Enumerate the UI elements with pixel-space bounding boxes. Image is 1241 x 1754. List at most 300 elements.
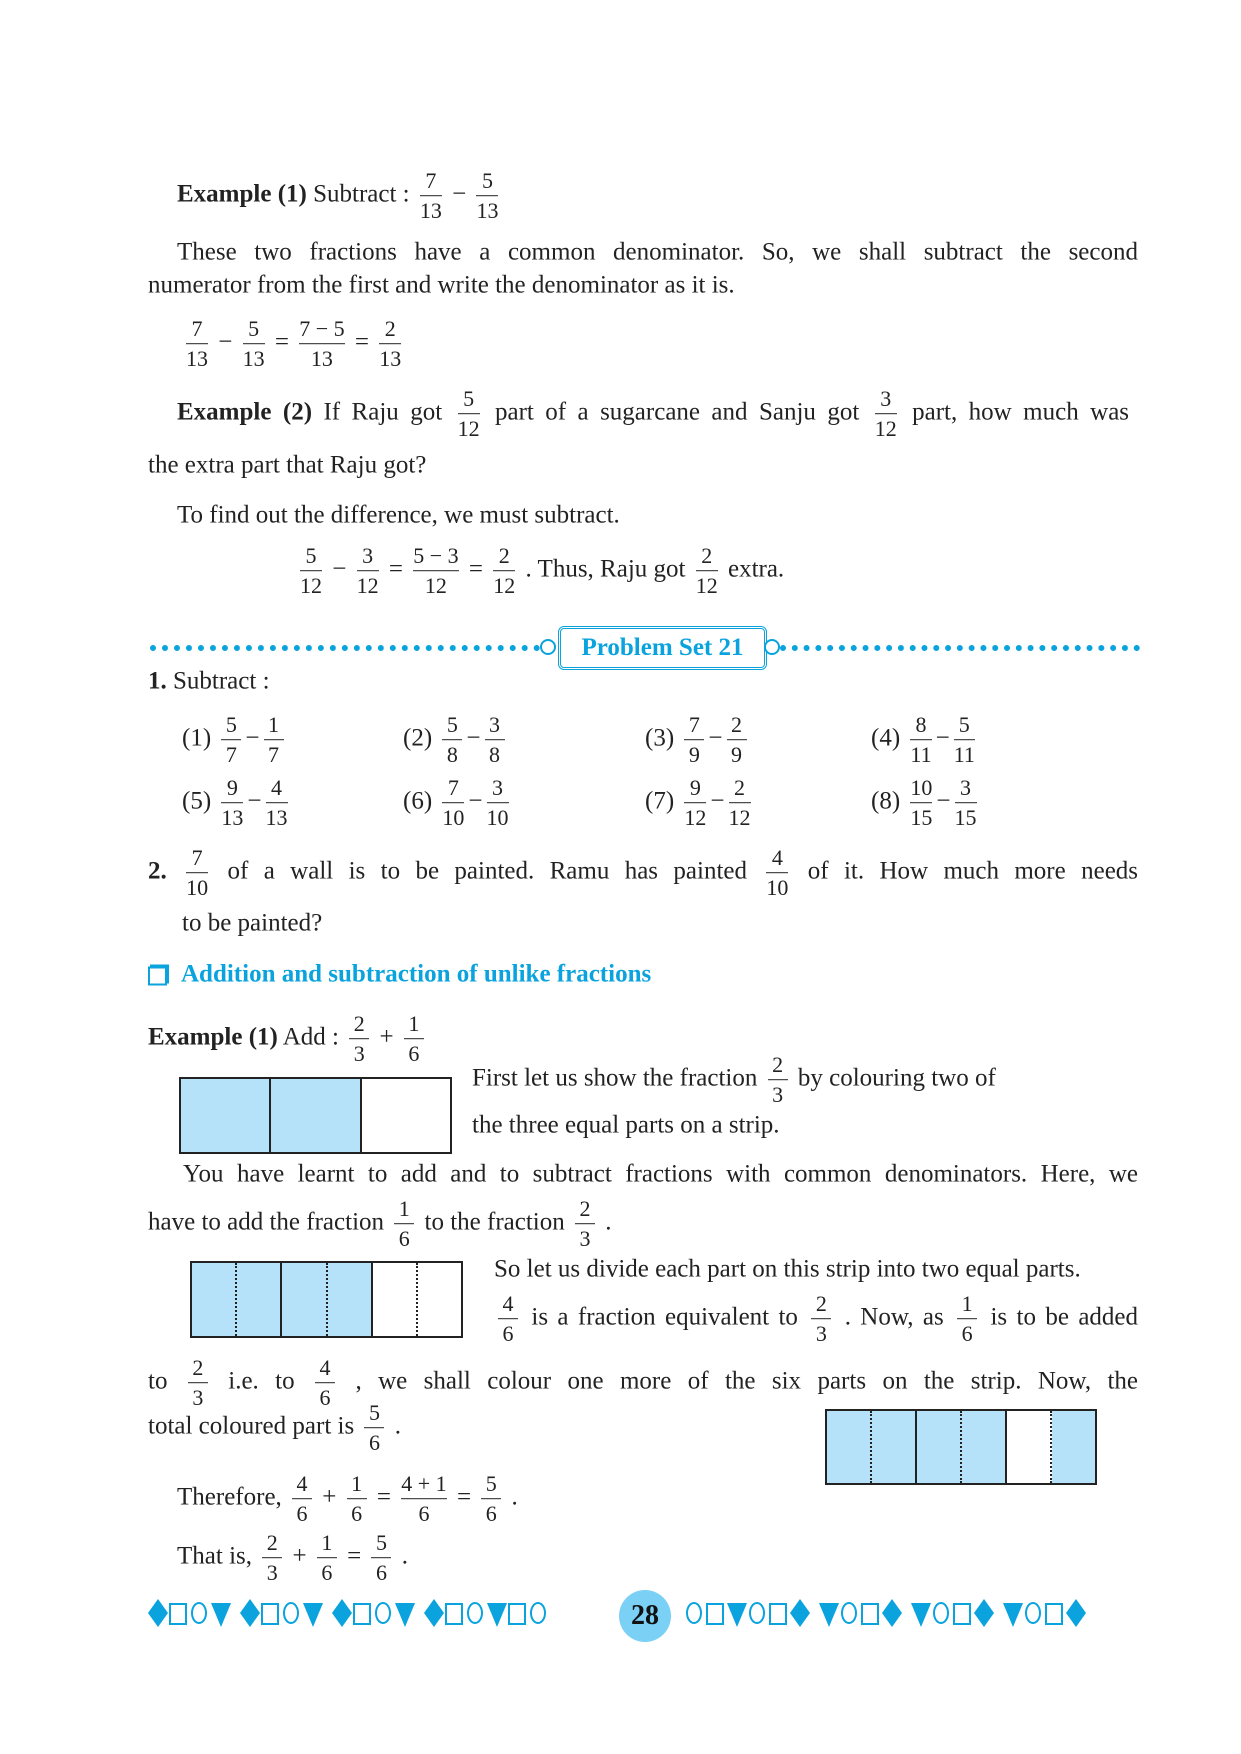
exercise-item bbox=[871, 712, 979, 768]
text: − bbox=[218, 328, 239, 356]
fraction bbox=[955, 775, 977, 831]
strip-half bbox=[827, 1411, 872, 1483]
bold-label: 2. bbox=[148, 857, 167, 885]
numerator: 5 bbox=[225, 712, 237, 738]
numerator: 5 bbox=[375, 1530, 387, 1556]
numerator: 1 bbox=[408, 1011, 420, 1037]
strip-part bbox=[373, 1263, 461, 1336]
fraction-bar bbox=[379, 344, 401, 345]
text: Therefore, bbox=[177, 1483, 289, 1511]
strip-part bbox=[827, 1411, 917, 1483]
problem-set-title: Problem Set 21 bbox=[558, 626, 767, 670]
fraction-bar bbox=[300, 571, 322, 572]
denominator: 13 bbox=[265, 805, 288, 831]
text: . Thus, Raju got bbox=[525, 555, 692, 583]
fraction bbox=[458, 386, 480, 442]
fraction-bar bbox=[954, 740, 975, 741]
exercise-label: (8) bbox=[871, 787, 907, 815]
numerator: 3 bbox=[362, 543, 374, 569]
text: is to be added bbox=[990, 1303, 1139, 1331]
fraction bbox=[317, 1530, 337, 1586]
minus-sign: − bbox=[468, 787, 483, 815]
denominator: 12 bbox=[695, 573, 718, 599]
fraction-bar bbox=[243, 344, 265, 345]
text: the extra part that Raju got? bbox=[148, 451, 427, 479]
bold-label: Example (1) bbox=[148, 1023, 278, 1051]
numerator: 5 bbox=[463, 386, 475, 412]
fraction-bar bbox=[684, 803, 706, 804]
numerator: 3 bbox=[489, 712, 501, 738]
strip-part bbox=[181, 1079, 271, 1152]
paragraph-line bbox=[148, 1196, 612, 1252]
numerator: 5 bbox=[368, 1400, 380, 1426]
square-icon bbox=[354, 1604, 370, 1624]
numerator: 7 bbox=[425, 168, 437, 194]
exercise-label: (7) bbox=[645, 787, 681, 815]
text: = bbox=[354, 328, 376, 356]
ring-ornament bbox=[764, 639, 780, 655]
text: . bbox=[401, 1542, 408, 1570]
square-icon bbox=[770, 1604, 786, 1624]
text: − bbox=[332, 555, 353, 583]
footer-pattern-left bbox=[148, 1598, 608, 1628]
fraction bbox=[442, 712, 462, 768]
bold-label: Example (2) bbox=[177, 398, 313, 426]
paragraph-line bbox=[494, 1257, 1081, 1282]
fraction bbox=[394, 1196, 414, 1252]
denominator: 13 bbox=[186, 346, 208, 372]
fraction bbox=[243, 316, 265, 372]
denominator: 11 bbox=[953, 742, 975, 768]
fraction bbox=[221, 712, 241, 768]
denominator: 12 bbox=[493, 573, 516, 599]
paragraph-line bbox=[183, 1162, 1138, 1187]
fraction bbox=[487, 775, 509, 831]
fraction bbox=[266, 775, 288, 831]
strip-half bbox=[872, 1411, 915, 1483]
text: = bbox=[468, 555, 490, 583]
numerator: 2 bbox=[498, 543, 510, 569]
example-1-add bbox=[148, 1011, 428, 1067]
denominator: 11 bbox=[910, 742, 932, 768]
equation bbox=[182, 316, 405, 372]
text: to bbox=[148, 1367, 184, 1395]
fraction-bar bbox=[727, 740, 747, 741]
circle-icon bbox=[192, 1603, 206, 1623]
denominator: 6 bbox=[418, 1501, 430, 1527]
fraction-bar bbox=[299, 344, 344, 345]
fraction bbox=[811, 1291, 831, 1347]
fraction-bar bbox=[481, 1499, 501, 1500]
text: You have learnt to add and to subtract fractions with common denominators. Here, we bbox=[183, 1160, 1138, 1188]
checkbox-square-icon bbox=[148, 966, 167, 985]
text: of it. How much more needs bbox=[807, 857, 1139, 885]
strip-part bbox=[1007, 1411, 1095, 1483]
numerator: 7 bbox=[191, 316, 203, 342]
triangle-icon bbox=[395, 1603, 415, 1627]
numerator: 9 bbox=[226, 775, 238, 801]
fraction-bar bbox=[696, 571, 718, 572]
circle-icon bbox=[1026, 1603, 1040, 1623]
exercise-item bbox=[645, 712, 751, 768]
fraction-bar bbox=[264, 740, 284, 741]
fraction-bar bbox=[957, 1319, 977, 1320]
paragraph-line bbox=[182, 911, 322, 936]
exercise-label: (6) bbox=[403, 787, 439, 815]
triangle-icon bbox=[303, 1603, 323, 1627]
denominator: 6 bbox=[296, 1501, 308, 1527]
strip-half bbox=[1052, 1411, 1095, 1483]
fraction-bar bbox=[498, 1319, 518, 1320]
fraction bbox=[420, 168, 442, 224]
fraction-bar bbox=[394, 1224, 414, 1225]
fraction-bar bbox=[371, 1558, 391, 1559]
text: numerator from the first and write the denominator as it is. bbox=[148, 271, 735, 299]
fraction-bar bbox=[221, 740, 241, 741]
denominator: 10 bbox=[486, 805, 509, 831]
fraction bbox=[401, 1471, 446, 1527]
diamond-icon bbox=[1066, 1599, 1086, 1627]
fraction-bar bbox=[575, 1224, 595, 1225]
text: to the fraction bbox=[424, 1208, 571, 1236]
fraction bbox=[371, 1530, 391, 1586]
fraction bbox=[696, 543, 718, 599]
minus-sign: − bbox=[247, 787, 262, 815]
denominator: 13 bbox=[419, 198, 442, 224]
square-icon bbox=[862, 1604, 878, 1624]
fraction-bar bbox=[442, 740, 462, 741]
minus-sign: − bbox=[245, 724, 260, 752]
fraction-bar bbox=[811, 1319, 831, 1320]
exercise-item bbox=[871, 775, 981, 831]
fraction-bar bbox=[910, 740, 931, 741]
fraction bbox=[684, 712, 704, 768]
text: i.e. to bbox=[228, 1367, 312, 1395]
fraction bbox=[727, 712, 747, 768]
fraction bbox=[186, 845, 208, 901]
numerator: 5 bbox=[481, 168, 493, 194]
text: − bbox=[452, 180, 473, 208]
numerator: 2 bbox=[353, 1011, 365, 1037]
fraction bbox=[766, 845, 788, 901]
numerator: 2 bbox=[701, 543, 713, 569]
denominator: 6 bbox=[368, 1430, 380, 1456]
denominator: 13 bbox=[242, 346, 265, 372]
denominator: 6 bbox=[375, 1560, 387, 1586]
numerator: 2 bbox=[731, 712, 743, 738]
exercise-item bbox=[182, 775, 292, 831]
text: Subtract : bbox=[173, 667, 270, 695]
denominator: 3 bbox=[815, 1321, 827, 1347]
text: = bbox=[347, 1542, 368, 1570]
fraction bbox=[442, 775, 464, 831]
fraction-bar bbox=[684, 740, 704, 741]
fraction-bar bbox=[910, 803, 932, 804]
denominator: 3 bbox=[266, 1560, 278, 1586]
square-icon bbox=[446, 1604, 462, 1624]
triangle-icon bbox=[727, 1603, 747, 1627]
strip-half bbox=[328, 1263, 371, 1336]
circle-icon bbox=[468, 1603, 482, 1623]
exercise-label: (3) bbox=[645, 724, 681, 752]
text: . bbox=[394, 1412, 401, 1440]
denominator: 12 bbox=[728, 805, 751, 831]
fraction-bar bbox=[413, 571, 458, 572]
denominator: 8 bbox=[446, 742, 458, 768]
exercise-item bbox=[182, 712, 288, 768]
fraction bbox=[498, 1291, 518, 1347]
equation bbox=[177, 1530, 408, 1586]
fraction bbox=[357, 543, 379, 599]
fraction bbox=[481, 1471, 501, 1527]
text: . bbox=[511, 1483, 518, 1511]
fraction-bar bbox=[955, 803, 977, 804]
numerator: 5 bbox=[485, 1471, 497, 1497]
fraction-strip-sixths bbox=[190, 1261, 463, 1338]
strip-part bbox=[917, 1411, 1007, 1483]
paragraph-line bbox=[472, 1113, 780, 1138]
denominator: 6 bbox=[485, 1501, 497, 1527]
numerator: 1 bbox=[268, 712, 280, 738]
paragraph-line bbox=[148, 453, 426, 478]
triangle-icon bbox=[487, 1603, 507, 1627]
fraction-strip-thirds bbox=[179, 1077, 452, 1154]
text: = bbox=[388, 555, 410, 583]
strip-half bbox=[917, 1411, 962, 1483]
exercise-label: (2) bbox=[403, 724, 439, 752]
fraction bbox=[262, 1530, 282, 1586]
text: To find out the difference, we must subtract. bbox=[177, 501, 620, 529]
footer-pattern-right bbox=[685, 1598, 1145, 1628]
denominator: 10 bbox=[766, 875, 789, 901]
text: + bbox=[292, 1542, 313, 1570]
text: These two fractions have a common denominator. So, we shall subtract the second bbox=[177, 238, 1138, 266]
denominator: 15 bbox=[954, 805, 977, 831]
numerator: 4 bbox=[271, 775, 283, 801]
numerator: 7 bbox=[447, 775, 459, 801]
denominator: 9 bbox=[688, 742, 700, 768]
fraction bbox=[575, 1196, 595, 1252]
denominator: 3 bbox=[353, 1041, 365, 1067]
fraction-bar bbox=[729, 803, 751, 804]
text: Subtract : bbox=[313, 180, 416, 208]
fraction-bar bbox=[349, 1039, 369, 1040]
circle-icon bbox=[284, 1603, 298, 1623]
text: part of a sugarcane and Sanju got bbox=[495, 398, 871, 426]
text: So let us divide each part on this strip into two equal parts. bbox=[494, 1255, 1081, 1283]
numerator: 4 bbox=[771, 845, 783, 871]
triangle-icon bbox=[211, 1603, 231, 1627]
numerator: 4 bbox=[319, 1355, 331, 1381]
text: = bbox=[376, 1483, 398, 1511]
square-icon bbox=[707, 1604, 723, 1624]
fraction bbox=[404, 1011, 424, 1067]
fraction-bar bbox=[266, 803, 288, 804]
denominator: 13 bbox=[379, 346, 402, 372]
denominator: 6 bbox=[351, 1501, 363, 1527]
diamond-icon bbox=[148, 1599, 168, 1627]
text: , we shall colour one more of the six parts on the strip. Now, the bbox=[355, 1367, 1139, 1395]
text: = bbox=[456, 1483, 478, 1511]
numerator: 7 bbox=[191, 845, 203, 871]
denominator: 10 bbox=[442, 805, 465, 831]
circle-icon bbox=[531, 1603, 545, 1623]
text: the three equal parts on a strip. bbox=[472, 1111, 780, 1139]
numerator: 1 bbox=[398, 1196, 410, 1222]
square-icon bbox=[1046, 1604, 1062, 1624]
text: = bbox=[274, 328, 296, 356]
text: If Raju got bbox=[323, 398, 454, 426]
fraction bbox=[729, 775, 751, 831]
circle-icon bbox=[842, 1603, 856, 1623]
numerator: 2 bbox=[734, 775, 746, 801]
diamond-icon bbox=[424, 1599, 444, 1627]
bold-label: Example (1) bbox=[177, 180, 307, 208]
fraction bbox=[347, 1471, 367, 1527]
text: total coloured part is bbox=[148, 1412, 361, 1440]
numerator: 3 bbox=[960, 775, 972, 801]
fraction-strip-five-sixths bbox=[825, 1409, 1097, 1485]
exercise-item bbox=[403, 775, 513, 831]
text: by colouring two of bbox=[797, 1064, 996, 1092]
dotted-divider bbox=[150, 645, 540, 651]
fraction bbox=[221, 775, 243, 831]
denominator: 12 bbox=[684, 805, 707, 831]
numerator: 9 bbox=[689, 775, 701, 801]
fraction bbox=[493, 543, 515, 599]
fraction-bar bbox=[766, 873, 788, 874]
fraction bbox=[875, 386, 897, 442]
fraction-bar bbox=[188, 1383, 208, 1384]
circle-icon bbox=[750, 1603, 764, 1623]
numerator: 2 bbox=[579, 1196, 591, 1222]
denominator: 9 bbox=[731, 742, 743, 768]
paragraph-line bbox=[177, 240, 1138, 265]
square-icon bbox=[170, 1604, 186, 1624]
fraction bbox=[768, 1052, 788, 1108]
text: to be painted? bbox=[182, 909, 323, 937]
denominator: 13 bbox=[476, 198, 499, 224]
denominator: 13 bbox=[221, 805, 244, 831]
fraction-bar bbox=[364, 1428, 384, 1429]
fraction-bar bbox=[420, 196, 442, 197]
fraction bbox=[379, 316, 401, 372]
numerator: 5 − 3 bbox=[413, 543, 459, 569]
numerator: 3 bbox=[492, 775, 504, 801]
denominator: 3 bbox=[772, 1082, 784, 1108]
fraction-bar bbox=[186, 344, 208, 345]
strip-part bbox=[192, 1263, 282, 1336]
text: part, how much was bbox=[912, 398, 1130, 426]
diamond-icon bbox=[240, 1599, 260, 1627]
minus-sign: − bbox=[708, 724, 723, 752]
diamond-icon bbox=[332, 1599, 352, 1627]
exercise-label: (1) bbox=[182, 724, 218, 752]
diamond-icon bbox=[974, 1599, 994, 1627]
numerator: 1 bbox=[961, 1291, 973, 1317]
example-1-subtract bbox=[177, 168, 502, 224]
text: + bbox=[322, 1483, 343, 1511]
fraction-bar bbox=[476, 196, 498, 197]
text: have to add the fraction bbox=[148, 1208, 391, 1236]
square-icon bbox=[954, 1604, 970, 1624]
numerator: 4 bbox=[502, 1291, 514, 1317]
text: . Now, as bbox=[844, 1303, 954, 1331]
denominator: 6 bbox=[502, 1321, 514, 1347]
denominator: 12 bbox=[300, 573, 322, 599]
diamond-icon bbox=[882, 1599, 902, 1627]
denominator: 13 bbox=[310, 346, 333, 372]
section-heading-text: Addition and subtraction of unlike fractions bbox=[181, 960, 652, 988]
strip-half bbox=[192, 1263, 237, 1336]
numerator: 2 bbox=[815, 1291, 827, 1317]
fraction-bar bbox=[317, 1558, 337, 1559]
fraction bbox=[364, 1400, 384, 1456]
paragraph-line bbox=[148, 1400, 401, 1456]
numerator: 2 bbox=[192, 1355, 204, 1381]
fraction bbox=[299, 316, 344, 372]
strip-half bbox=[237, 1263, 280, 1336]
fraction bbox=[300, 543, 322, 599]
exercise-label: (4) bbox=[871, 724, 907, 752]
numerator: 5 bbox=[958, 712, 970, 738]
fraction bbox=[292, 1471, 312, 1527]
fraction-bar bbox=[493, 571, 515, 572]
denominator: 6 bbox=[408, 1041, 420, 1067]
fraction-bar bbox=[485, 740, 505, 741]
numerator: 3 bbox=[880, 386, 892, 412]
strip-half bbox=[962, 1411, 1005, 1483]
fraction bbox=[954, 712, 975, 768]
exercise-item bbox=[645, 775, 755, 831]
strip-half bbox=[1007, 1411, 1052, 1483]
denominator: 15 bbox=[910, 805, 933, 831]
fraction-bar bbox=[442, 803, 464, 804]
fraction-bar bbox=[262, 1558, 282, 1559]
strip-half bbox=[282, 1263, 327, 1336]
paragraph-line bbox=[494, 1291, 1138, 1347]
denominator: 8 bbox=[489, 742, 501, 768]
denominator: 7 bbox=[225, 742, 237, 768]
square-icon bbox=[509, 1604, 525, 1624]
fraction bbox=[476, 168, 498, 224]
minus-sign: − bbox=[466, 724, 481, 752]
strip-part bbox=[271, 1079, 361, 1152]
numerator: 2 bbox=[266, 1530, 278, 1556]
paragraph-line bbox=[472, 1052, 996, 1108]
question-1 bbox=[148, 669, 270, 694]
ring-ornament bbox=[540, 639, 556, 655]
fraction-bar bbox=[768, 1080, 788, 1081]
fraction bbox=[264, 712, 284, 768]
page-number: 28 bbox=[619, 1590, 671, 1642]
minus-sign: − bbox=[935, 724, 950, 752]
problem-set-banner bbox=[150, 630, 1140, 666]
dotted-divider bbox=[780, 645, 1140, 651]
numerator: 2 bbox=[772, 1052, 784, 1078]
numerator: 2 bbox=[384, 316, 396, 342]
triangle-icon bbox=[911, 1603, 931, 1627]
strip-part bbox=[362, 1079, 450, 1152]
strip-half bbox=[418, 1263, 461, 1336]
numerator: 5 bbox=[248, 316, 260, 342]
paragraph-line bbox=[177, 503, 620, 528]
numerator: 5 bbox=[446, 712, 458, 738]
text: Add : bbox=[282, 1023, 346, 1051]
strip-half bbox=[373, 1263, 418, 1336]
fraction-bar bbox=[221, 803, 243, 804]
numerator: 10 bbox=[910, 775, 933, 801]
